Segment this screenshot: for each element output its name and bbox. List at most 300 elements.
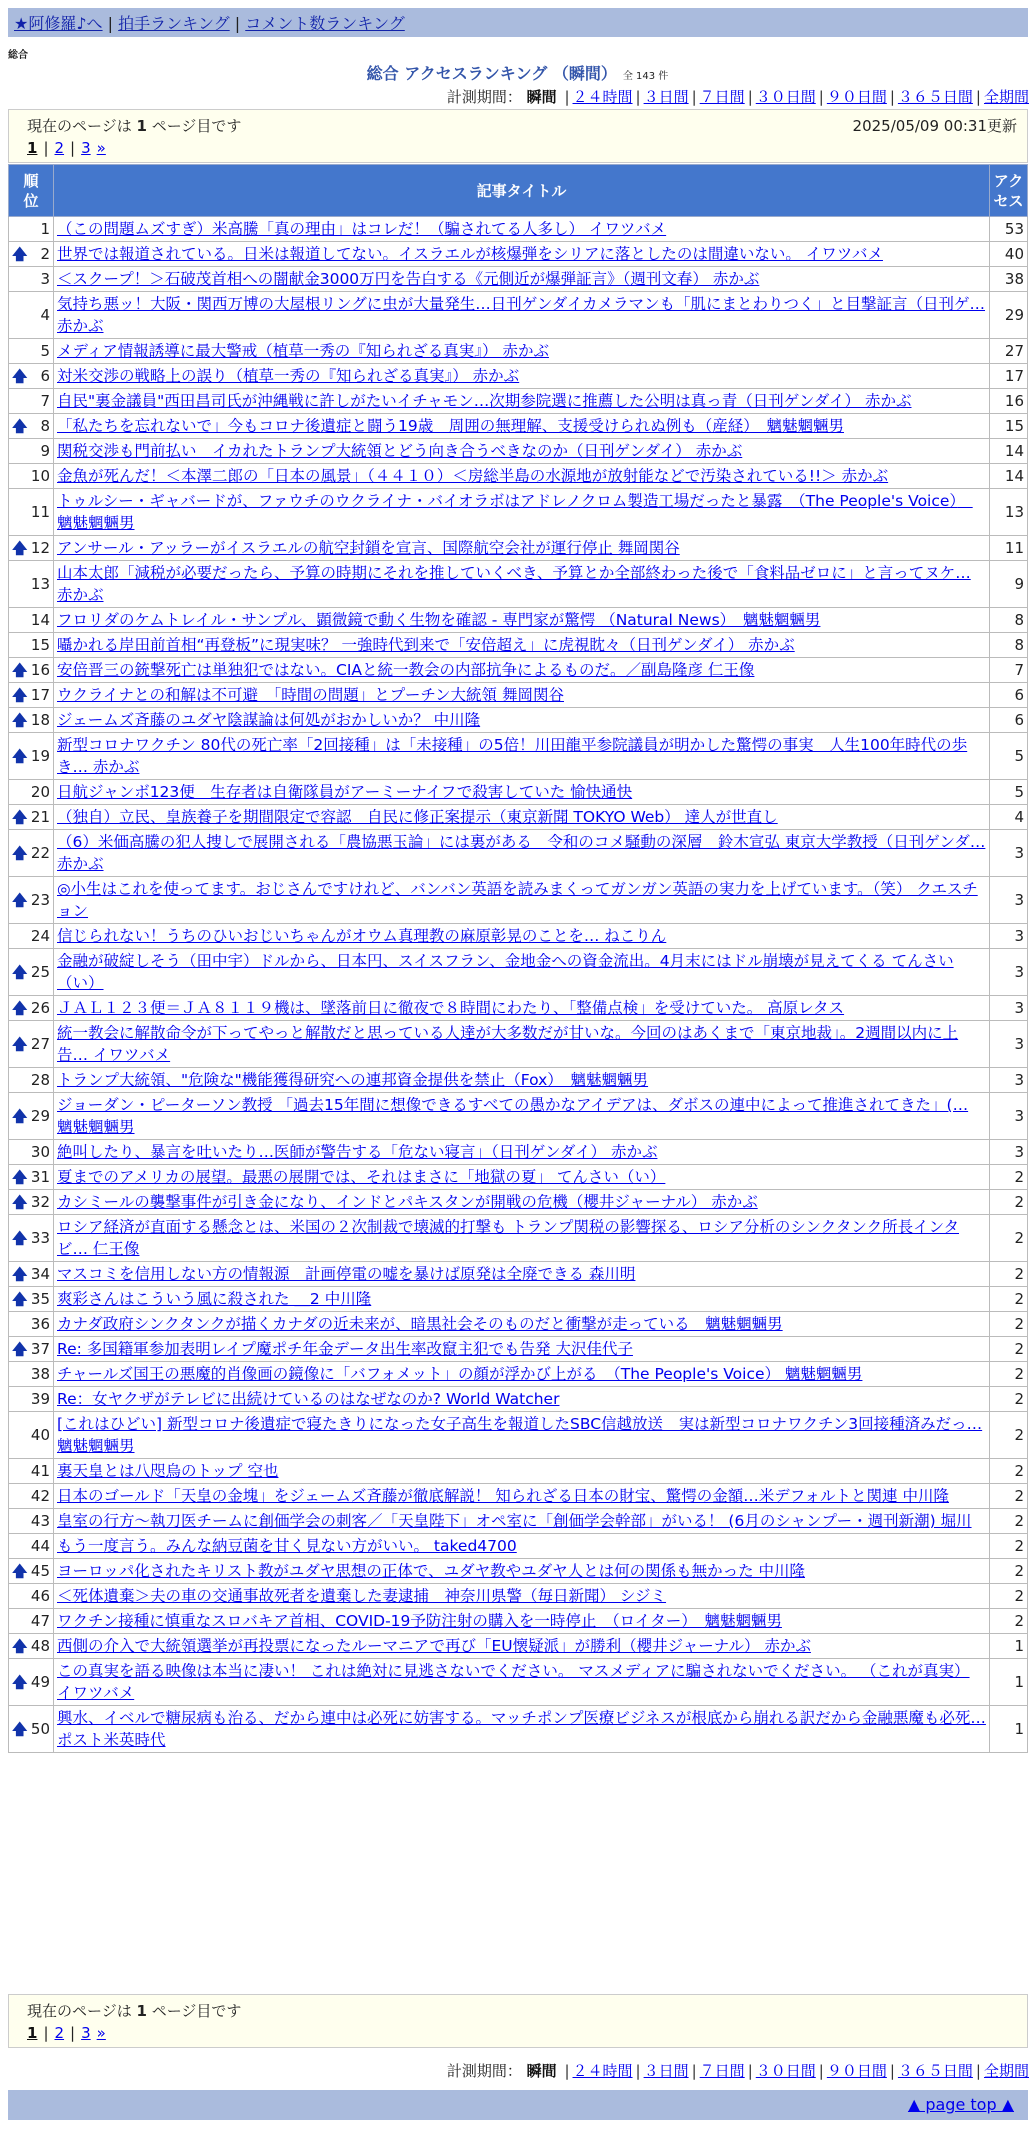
page-status-number: 1 bbox=[136, 116, 147, 135]
article-title-link[interactable]: 囁かれる岸田前首相“再登板”に現実味？ 一強時代到来で「安倍超え」に虎視眈々（日刊ゲンダイ） 赤かぶ bbox=[57, 636, 795, 654]
rank-cell bbox=[9, 1165, 54, 1190]
rank-cell bbox=[9, 1509, 54, 1534]
rank-number: 44 bbox=[30, 1537, 50, 1555]
access-count: 3 bbox=[990, 1140, 1028, 1165]
nav-separator: | bbox=[234, 14, 241, 33]
article-title-link[interactable]: 金魚が死んだ！＜本澤二郎の「日本の風景」（４４１０）＜房総半島の水源地が放射能などで汚染されている!!＞ 赤かぶ bbox=[57, 467, 889, 485]
col-header-rank-line1: 順 bbox=[23, 171, 39, 190]
table-row bbox=[9, 780, 1028, 805]
rank-number: 29 bbox=[30, 1107, 50, 1125]
title-cell bbox=[54, 949, 990, 996]
rank-number: 14 bbox=[30, 611, 50, 629]
rank-up-arrow-icon: 🡅 bbox=[12, 1193, 28, 1211]
period-links bbox=[561, 2062, 1029, 2080]
period-separator: | bbox=[564, 88, 570, 106]
title-cell bbox=[54, 733, 990, 780]
period-separator: | bbox=[691, 88, 697, 106]
article-title-link[interactable]: ジェームズ斉藤のユダヤ陰謀論は何処がおかしいか？ 中川隆 bbox=[57, 711, 481, 729]
title-cell bbox=[54, 536, 990, 561]
title-cell bbox=[54, 1262, 990, 1287]
table-row bbox=[9, 1484, 1028, 1509]
title-cell bbox=[54, 780, 990, 805]
table-row bbox=[9, 1659, 1028, 1706]
table-row bbox=[9, 1068, 1028, 1093]
period-separator: | bbox=[747, 88, 753, 106]
access-count: 14 bbox=[990, 464, 1028, 489]
rank-number: 5 bbox=[40, 342, 50, 360]
table-row bbox=[9, 1287, 1028, 1312]
table-row bbox=[9, 805, 1028, 830]
article-title-link[interactable]: 対米交渉の戦略上の誤り（植草一秀の『知られざる真実』） 赤かぶ bbox=[57, 367, 520, 385]
access-count: 2 bbox=[990, 1312, 1028, 1337]
article-title-link[interactable]: カナダ政府シンクタンクが描くカナダの近未来が、暗黒社会そのものだと衝撃が走っている 魑魅魍魎男 bbox=[57, 1315, 783, 1333]
table-row bbox=[9, 1093, 1028, 1140]
table-row bbox=[9, 1140, 1028, 1165]
rank-number: 19 bbox=[30, 747, 50, 765]
rank-up-arrow-icon: 🡅 bbox=[12, 999, 28, 1017]
access-count: 53 bbox=[990, 217, 1028, 242]
access-count: 1 bbox=[990, 1659, 1028, 1706]
period-link[interactable]: ７日間 bbox=[699, 88, 745, 106]
table-row bbox=[9, 633, 1028, 658]
table-row bbox=[9, 1337, 1028, 1362]
period-link[interactable]: ３６５日間 bbox=[897, 2062, 973, 2080]
rank-up-arrow-icon: 🡅 bbox=[12, 1265, 28, 1283]
article-title-link[interactable]: ＪＡＬ１２３便＝ＪＡ８１１９機は、墜落前日に徹夜で８時間にわたり、「整備点検」を受けていた。 高原レタス bbox=[57, 999, 845, 1017]
title-cell bbox=[54, 267, 990, 292]
table-row bbox=[9, 414, 1028, 439]
rank-cell bbox=[9, 708, 54, 733]
access-count: 3 bbox=[990, 924, 1028, 949]
rank-up-arrow-icon: 🡅 bbox=[12, 1168, 28, 1186]
title-cell bbox=[54, 1021, 990, 1068]
title-cell bbox=[54, 877, 990, 924]
rank-cell bbox=[9, 364, 54, 389]
rank-number: 31 bbox=[30, 1168, 50, 1186]
rank-number: 22 bbox=[30, 844, 50, 862]
title-cell bbox=[54, 1215, 990, 1262]
rank-number: 25 bbox=[30, 963, 50, 981]
article-title-link[interactable]: Re: 多国籍軍参加表明レイプ魔ポチ年金データ出生率改竄主犯でも告発 大沢佳代子 bbox=[57, 1340, 633, 1358]
pager-current-page[interactable]: 1 bbox=[27, 2024, 38, 2042]
period-link[interactable]: ７日間 bbox=[699, 2062, 745, 2080]
rank-number: 21 bbox=[30, 808, 50, 826]
access-count: 5 bbox=[990, 733, 1028, 780]
table-row bbox=[9, 683, 1028, 708]
table-row bbox=[9, 1362, 1028, 1387]
period-selector-bottom bbox=[447, 2060, 1029, 2081]
article-title-link[interactable]: カシミールの襲撃事件が引き金になり、インドとパキスタンが開戦の危機（櫻井ジャーナル） 赤かぶ bbox=[57, 1193, 758, 1211]
total-count: 全 143 件 bbox=[622, 71, 669, 82]
title-cell bbox=[54, 608, 990, 633]
article-title-link[interactable]: 絶叫したり、暴言を吐いたり…医師が警告する「危ない寝言」（日刊ゲンダイ） 赤かぶ bbox=[57, 1143, 658, 1161]
period-link[interactable]: ２４時間 bbox=[572, 88, 633, 106]
rank-up-arrow-icon: 🡅 bbox=[12, 808, 28, 826]
rank-cell bbox=[9, 561, 54, 608]
article-title-link[interactable]: ◎小生はこれを使ってます。おじさんですけれど、バンバン英語を読みまくってガンガン英語の実力を上げています。（笑） クエスチョン bbox=[57, 880, 978, 920]
rank-cell bbox=[9, 1262, 54, 1287]
rank-number: 37 bbox=[30, 1340, 50, 1358]
rank-cell bbox=[9, 1484, 54, 1509]
access-count: 40 bbox=[990, 242, 1028, 267]
rank-cell bbox=[9, 1068, 54, 1093]
access-count: 2 bbox=[990, 1190, 1028, 1215]
rank-number: 48 bbox=[30, 1637, 50, 1655]
table-row bbox=[9, 1387, 1028, 1412]
rank-cell bbox=[9, 830, 54, 877]
table-row bbox=[9, 217, 1028, 242]
rank-cell bbox=[9, 805, 54, 830]
article-title-link[interactable]: 爽彩さんはこういう風に殺された ＿2 中川隆 bbox=[57, 1290, 372, 1308]
clap-ranking-link[interactable]: 拍手ランキング bbox=[118, 14, 230, 33]
rank-up-arrow-icon: 🡅 bbox=[12, 1229, 28, 1247]
article-title-link[interactable]: チャールズ国王の悪魔的肖像画の鏡像に「バフォメット」の顔が浮かび上がる （The People's Voice） 魑魅魍魎男 bbox=[57, 1365, 863, 1383]
article-title-link[interactable]: 金融が破綻しそう（田中宇）ドルから、日本円、スイスフラン、金地金への資金流出。4月末にはドル崩壊が見えてくる てんさい（い） bbox=[57, 952, 954, 992]
article-title-link[interactable]: 気持ち悪ッ！大阪・関西万博の大屋根リングに虫が大量発生…日刊ゲンダイカメラマンも「肌にまとわりつく」と目撃証言（日刊ゲ… 赤かぶ bbox=[57, 295, 985, 335]
rank-cell bbox=[9, 1362, 54, 1387]
title-cell bbox=[54, 561, 990, 608]
rank-number: 33 bbox=[30, 1229, 50, 1247]
article-title-link[interactable]: （この問題ムズすぎ）米高騰「真の理由」はコレだ！（騙されてる人多し） イワツバメ bbox=[57, 220, 667, 238]
table-row bbox=[9, 464, 1028, 489]
article-title-link[interactable]: もう一度言う。みんな納豆菌を甘く見ない方がいい。 taked4700 bbox=[57, 1537, 517, 1555]
pager-page-link[interactable]: 3 bbox=[81, 2024, 91, 2042]
period-link[interactable]: ３日間 bbox=[643, 2062, 689, 2080]
rank-cell bbox=[9, 1021, 54, 1068]
rank-number: 46 bbox=[30, 1587, 50, 1605]
rank-number: 18 bbox=[30, 711, 50, 729]
access-count: 8 bbox=[990, 608, 1028, 633]
title-cell bbox=[54, 1287, 990, 1312]
article-title-link[interactable]: 夏までのアメリカの展望。最悪の展開では、それはまさに「地獄の夏」 てんさい（い） bbox=[57, 1168, 666, 1186]
rank-number: 9 bbox=[40, 442, 50, 460]
rank-up-arrow-icon: 🡅 bbox=[12, 539, 28, 557]
title-cell bbox=[54, 1312, 990, 1337]
article-title-link[interactable]: フロリダのケムトレイル・サンプル、顕微鏡で動く生物を確認 - 専門家が驚愕 （Natural News） 魑魅魍魎男 bbox=[57, 611, 821, 629]
rank-cell bbox=[9, 733, 54, 780]
title-cell bbox=[54, 683, 990, 708]
access-count: 1 bbox=[990, 1706, 1028, 1753]
rank-cell bbox=[9, 1706, 54, 1753]
period-link[interactable]: 全期間 bbox=[983, 88, 1029, 106]
access-count: 2 bbox=[990, 1215, 1028, 1262]
rank-cell bbox=[9, 489, 54, 536]
table-row bbox=[9, 339, 1028, 364]
article-title-link[interactable]: ＜死体遺棄＞夫の車の交通事故死者を遺棄した妻逮捕 神奈川県警（毎日新聞） シジミ bbox=[57, 1587, 667, 1605]
top-nav-bar bbox=[8, 8, 1028, 37]
rank-cell bbox=[9, 924, 54, 949]
rank-cell bbox=[9, 658, 54, 683]
rank-number: 2 bbox=[40, 245, 50, 263]
access-count: 3 bbox=[990, 949, 1028, 996]
article-title-link[interactable]: ロシア経済が直面する懸念とは、米国の２次制裁で壊滅的打撃も トランプ関税の影響探る、ロシア分析のシンクタンク所長インタビ… 仁王像 bbox=[57, 1218, 959, 1258]
access-count: 11 bbox=[990, 536, 1028, 561]
rank-up-arrow-icon: 🡅 bbox=[12, 1673, 28, 1691]
period-separator: | bbox=[818, 2062, 824, 2080]
period-link[interactable]: ９０日間 bbox=[826, 88, 887, 106]
table-row bbox=[9, 1559, 1028, 1584]
article-title-link[interactable]: この真実を語る映像は本当に凄い！ これは絶対に見逃さないでください。 マスメディアに騙されないでください。 （これが真実） イワツバメ bbox=[57, 1662, 970, 1702]
rank-cell bbox=[9, 439, 54, 464]
title-cell bbox=[54, 389, 990, 414]
rank-up-arrow-icon: 🡅 bbox=[12, 1107, 28, 1125]
home-link[interactable]: ★阿修羅♪へ bbox=[14, 14, 103, 33]
title-cell bbox=[54, 1459, 990, 1484]
access-count: 2 bbox=[990, 1362, 1028, 1387]
table-row bbox=[9, 1312, 1028, 1337]
rank-number: 15 bbox=[30, 636, 50, 654]
rank-cell bbox=[9, 292, 54, 339]
period-link[interactable]: ３日間 bbox=[643, 88, 689, 106]
article-title-link[interactable]: ＜スクープ！＞石破茂首相への闇献金3000万円を告白する《元側近が爆弾証言》（週刊文春） 赤かぶ bbox=[57, 270, 760, 288]
article-title-link[interactable]: 自民"裏金議員"西田昌司氏が沖縄戦に許しがたいイチャモン…次期参院選に推薦した公明は真っ青（日刊ゲンダイ） 赤かぶ bbox=[57, 392, 912, 410]
article-title-link[interactable]: 日本のゴールド「天皇の金塊」をジェームズ斉藤が徹底解説！ 知られざる日本の財宝、驚愕の金額…米デフォルトと関連 中川隆 bbox=[57, 1487, 949, 1505]
pager-page-link[interactable]: 2 bbox=[54, 2024, 65, 2042]
period-label: 計測期間： bbox=[446, 2062, 522, 2080]
access-count: 2 bbox=[990, 1287, 1028, 1312]
page-top-link[interactable]: ▲ page top ▲ bbox=[907, 2095, 1014, 2114]
article-title-link[interactable]: [これはひどい] 新型コロナ後遺症で寝たきりになった女子高生を報道したSBC信越放送 実は新型コロナワクチン3回接種済みだっ… 魑魅魍魎男 bbox=[57, 1415, 983, 1455]
page-status-prefix: 現在のページは bbox=[27, 2001, 137, 2020]
title-cell bbox=[54, 1534, 990, 1559]
title-cell bbox=[54, 1609, 990, 1634]
period-link[interactable]: 全期間 bbox=[983, 2062, 1029, 2080]
title-cell bbox=[54, 830, 990, 877]
title-cell bbox=[54, 1584, 990, 1609]
article-title-link[interactable]: 皇室の行方～執刀医チームに創価学会の刺客／「天皇陛下」オペ室に「創価学会幹部」がいる！ (6月のシャンプー・週刊新潮) 堀川 bbox=[57, 1512, 972, 1530]
access-count: 2 bbox=[990, 1609, 1028, 1634]
title-cell bbox=[54, 1484, 990, 1509]
rank-up-arrow-icon: 🡅 bbox=[12, 1035, 28, 1053]
title-cell bbox=[54, 1706, 990, 1753]
article-title-link[interactable]: 興水、イベルで糖尿病も治る、だから連中は必死に妨害する。マッチポンプ医療ビジネスが根底から崩れる訳だから金融悪魔も必死… ポスト米英時代 bbox=[57, 1709, 986, 1749]
title-cell bbox=[54, 1362, 990, 1387]
title-cell bbox=[54, 242, 990, 267]
article-title-link[interactable]: 「私たちを忘れないで」今もコロナ後遺症と闘う19歳 周囲の無理解、支援受けられぬ例も（産経） 魑魅魍魎男 bbox=[57, 417, 844, 435]
rank-number: 32 bbox=[30, 1193, 50, 1211]
title-cell bbox=[54, 217, 990, 242]
pager bbox=[27, 2021, 1017, 2045]
title-cell bbox=[54, 464, 990, 489]
rank-cell bbox=[9, 1634, 54, 1659]
page-title-text: 総合 アクセスランキング （瞬間） bbox=[366, 64, 617, 83]
table-row bbox=[9, 830, 1028, 877]
col-header-access-line1: アク bbox=[993, 171, 1024, 190]
article-title-link[interactable]: 新型コロナワクチン 80代の死亡率「2回接種」は「未接種」の5倍！川田龍平参院議員が明かした驚愕の事実 人生100年時代の歩き… 赤かぶ bbox=[57, 736, 968, 776]
col-header-access bbox=[990, 165, 1028, 217]
period-separator: | bbox=[635, 88, 641, 106]
rank-cell bbox=[9, 1287, 54, 1312]
article-title-link[interactable]: 日航ジャンボ123便 生存者は自衛隊員がアーミーナイフで殺害していた 愉快通快 bbox=[57, 783, 633, 801]
rank-up-arrow-icon: 🡅 bbox=[12, 686, 28, 704]
title-cell bbox=[54, 1165, 990, 1190]
rank-number: 20 bbox=[30, 783, 50, 801]
rank-cell bbox=[9, 1215, 54, 1262]
article-title-link[interactable]: トゥルシー・ギャバードが、ファウチのウクライナ・バイオラボはアドレノクロム製造工場だったと暴露 （The People's Voice） 魑魅魍魎男 bbox=[57, 492, 973, 532]
access-count: 4 bbox=[990, 805, 1028, 830]
table-row bbox=[9, 439, 1028, 464]
table-row bbox=[9, 1609, 1028, 1634]
table-row bbox=[9, 877, 1028, 924]
pager-page-link[interactable]: 2 bbox=[54, 139, 65, 157]
article-title-link[interactable]: ジョーダン・ピーターソン教授 「過去15年間に想像できるすべての愚かなアイデアは、ダボスの連中によって推進されてきた」(… 魑魅魍魎男 bbox=[57, 1096, 969, 1136]
article-title-link[interactable]: 関税交渉も門前払い イカれたトランプ大統領とどう向き合うべきなのか（日刊ゲンダイ） 赤かぶ bbox=[57, 442, 743, 460]
table-row bbox=[9, 708, 1028, 733]
table-row bbox=[9, 489, 1028, 536]
access-count: 14 bbox=[990, 439, 1028, 464]
article-title-link[interactable]: アンサール・アッラーがイスラエルの航空封鎖を宣言、国際航空会社が運行停止 舞岡関谷 bbox=[57, 539, 680, 557]
col-header-title: 記事タイトル bbox=[54, 165, 990, 217]
table-row bbox=[9, 1509, 1028, 1534]
rank-cell bbox=[9, 877, 54, 924]
col-header-rank-line2: 位 bbox=[23, 191, 39, 210]
rank-up-arrow-icon: 🡅 bbox=[12, 1637, 28, 1655]
rank-number: 34 bbox=[30, 1265, 50, 1283]
access-count: 7 bbox=[990, 658, 1028, 683]
rank-cell bbox=[9, 339, 54, 364]
table-row bbox=[9, 733, 1028, 780]
period-link[interactable]: ３０日間 bbox=[755, 88, 816, 106]
rank-number: 6 bbox=[40, 367, 50, 385]
article-title-link[interactable]: 世界では報道されている。日米は報道してない。イスラエルが核爆弾をシリアに落としたのは間違いない。 イワツバメ bbox=[57, 245, 883, 263]
access-count: 13 bbox=[990, 489, 1028, 536]
title-cell bbox=[54, 924, 990, 949]
title-cell bbox=[54, 1387, 990, 1412]
ranking-table bbox=[8, 164, 1028, 1753]
table-row bbox=[9, 1215, 1028, 1262]
rank-number: 41 bbox=[30, 1462, 50, 1480]
access-count: 2 bbox=[990, 1459, 1028, 1484]
page-title bbox=[0, 61, 1035, 84]
rank-number: 10 bbox=[30, 467, 50, 485]
page-status-suffix: ページ目です bbox=[146, 116, 242, 135]
rank-up-arrow-icon: 🡅 bbox=[12, 1720, 28, 1738]
article-title-link[interactable]: トランプ大統領、"危険な"機能獲得研究への連邦資金提供を禁止（Fox） 魑魅魍魎男 bbox=[57, 1071, 649, 1089]
pager-next-link[interactable]: » bbox=[96, 139, 106, 157]
rank-cell bbox=[9, 1584, 54, 1609]
article-title-link[interactable]: 安倍晋三の銃撃死亡は単独犯ではない。CIAと統一教会の内部抗争によるものだ。／副島隆彦 仁王像 bbox=[57, 661, 755, 679]
rank-number: 16 bbox=[30, 661, 50, 679]
access-count: 15 bbox=[990, 414, 1028, 439]
pager-current-page[interactable]: 1 bbox=[27, 139, 38, 157]
article-title-link[interactable]: マスコミを信用しない方の情報源 計画停電の嘘を暴けば原発は全廃できる 森川明 bbox=[57, 1265, 636, 1283]
table-row bbox=[9, 536, 1028, 561]
table-row bbox=[9, 608, 1028, 633]
access-count: 27 bbox=[990, 339, 1028, 364]
article-title-link[interactable]: 統一教会に解散命令が下ってやっと解散だと思っている人達が大多数だが甘いな。今回のはあくまで「東京地裁」。2週間以内に上告… イワツバメ bbox=[57, 1024, 959, 1064]
rank-up-arrow-icon: 🡅 bbox=[12, 747, 28, 765]
rank-cell bbox=[9, 1659, 54, 1706]
period-links bbox=[561, 88, 1029, 106]
period-separator: | bbox=[635, 2062, 641, 2080]
rank-number: 7 bbox=[40, 392, 50, 410]
article-title-link[interactable]: 裏天皇とは八咫烏のトップ 空也 bbox=[57, 1462, 279, 1480]
period-selected: 瞬間 bbox=[526, 88, 557, 106]
rank-up-arrow-icon: 🡅 bbox=[12, 417, 28, 435]
table-row bbox=[9, 1021, 1028, 1068]
access-count: 3 bbox=[990, 996, 1028, 1021]
access-count: 3 bbox=[990, 830, 1028, 877]
article-title-link[interactable]: メディア情報誘導に最大警戒（植草一秀の『知られざる真実』） 赤かぶ bbox=[57, 342, 549, 360]
page-info-bottom bbox=[8, 1994, 1028, 2048]
rank-number: 28 bbox=[30, 1071, 50, 1089]
title-cell bbox=[54, 1509, 990, 1534]
rank-number: 38 bbox=[30, 1365, 50, 1383]
rank-number: 8 bbox=[40, 417, 50, 435]
title-cell bbox=[54, 1140, 990, 1165]
period-separator: | bbox=[818, 88, 824, 106]
rank-number: 30 bbox=[30, 1143, 50, 1161]
period-link[interactable]: ２４時間 bbox=[572, 2062, 633, 2080]
period-link[interactable]: ３６５日間 bbox=[897, 88, 973, 106]
period-selected: 瞬間 bbox=[526, 2062, 557, 2080]
article-title-link[interactable]: （独自）立民、皇族養子を期間限定で容認 自民に修正案提示（東京新聞 TOKYO Web） 達人が世直し bbox=[57, 808, 778, 826]
table-row bbox=[9, 1706, 1028, 1753]
title-cell bbox=[54, 1337, 990, 1362]
updated-time: 2025/05/09 00:31更新 bbox=[852, 116, 1017, 135]
period-separator: | bbox=[889, 2062, 895, 2080]
title-cell bbox=[54, 1634, 990, 1659]
access-count: 3 bbox=[990, 1021, 1028, 1068]
period-link[interactable]: ３０日間 bbox=[755, 2062, 816, 2080]
article-title-link[interactable]: ヨーロッパ化されたキリスト教がユダヤ思想の正体で、ユダヤ教やユダヤ人とは何の関係も無かった 中川隆 bbox=[57, 1562, 806, 1580]
rank-up-arrow-icon: 🡅 bbox=[12, 661, 28, 679]
period-link[interactable]: ９０日間 bbox=[826, 2062, 887, 2080]
access-count: 2 bbox=[990, 1584, 1028, 1609]
rank-up-arrow-icon: 🡅 bbox=[12, 844, 28, 862]
section-label: 総合 bbox=[8, 50, 28, 61]
period-separator: | bbox=[564, 2062, 570, 2080]
title-cell bbox=[54, 1093, 990, 1140]
access-count: 2 bbox=[990, 1484, 1028, 1509]
title-cell bbox=[54, 414, 990, 439]
access-count: 16 bbox=[990, 389, 1028, 414]
article-title-link[interactable]: Re：女ヤクザがテレビに出続けているのはなぜなのか? World Watcher bbox=[57, 1390, 560, 1408]
article-title-link[interactable]: 西側の介入で大統領選挙が再投票になったルーマニアで再び「EU懐疑派」が勝利（櫻井ジャーナル） 赤かぶ bbox=[57, 1637, 811, 1655]
title-cell bbox=[54, 1659, 990, 1706]
table-row bbox=[9, 364, 1028, 389]
rank-number: 11 bbox=[30, 503, 50, 521]
rank-up-arrow-icon: 🡅 bbox=[12, 245, 28, 263]
table-row bbox=[9, 658, 1028, 683]
pager-next-link[interactable]: » bbox=[96, 2024, 106, 2042]
page-status bbox=[27, 115, 241, 136]
rank-up-arrow-icon: 🡅 bbox=[12, 1562, 28, 1580]
article-title-link[interactable]: 信じられない！うちのひいおじいちゃんがオウム真理教の麻原彰晃のことを… ねこりん bbox=[57, 927, 667, 945]
period-separator: | bbox=[747, 2062, 753, 2080]
rank-number: 27 bbox=[30, 1035, 50, 1053]
table-row bbox=[9, 1165, 1028, 1190]
article-title-link[interactable]: 山本太郎「減税が必要だったら、予算の時期にそれを推していくべき、予算とか全部終わった後で「食料品ゼロに」と言ってヌケ… 赤かぶ bbox=[57, 564, 971, 604]
table-row bbox=[9, 242, 1028, 267]
rank-cell bbox=[9, 414, 54, 439]
article-title-link[interactable]: （6）米価高騰の犯人捜しで展開される「農協悪玉論」には裏がある 令和のコメ騒動の深層 鈴木宣弘 東京大学教授（日刊ゲンダ… 赤かぶ bbox=[57, 833, 986, 873]
access-count: 6 bbox=[990, 683, 1028, 708]
pager-separator: | bbox=[43, 139, 49, 157]
rank-cell bbox=[9, 267, 54, 292]
article-title-link[interactable]: ワクチン接種に慎重なスロバキア首相、COVID-19予防注射の購入を一時停止 （ロイター） 魑魅魍魎男 bbox=[57, 1612, 782, 1630]
comment-ranking-link[interactable]: コメント数ランキング bbox=[245, 14, 405, 33]
rank-cell bbox=[9, 1140, 54, 1165]
pager-page-link[interactable]: 3 bbox=[81, 139, 91, 157]
rank-cell bbox=[9, 633, 54, 658]
rank-number: 39 bbox=[30, 1390, 50, 1408]
rank-cell bbox=[9, 683, 54, 708]
ranking-table-body bbox=[9, 217, 1028, 1753]
title-cell bbox=[54, 364, 990, 389]
article-title-link[interactable]: ウクライナとの和解は不可避 「時間の問題」とプーチン大統領 舞岡関谷 bbox=[57, 686, 564, 704]
rank-number: 49 bbox=[30, 1673, 50, 1691]
